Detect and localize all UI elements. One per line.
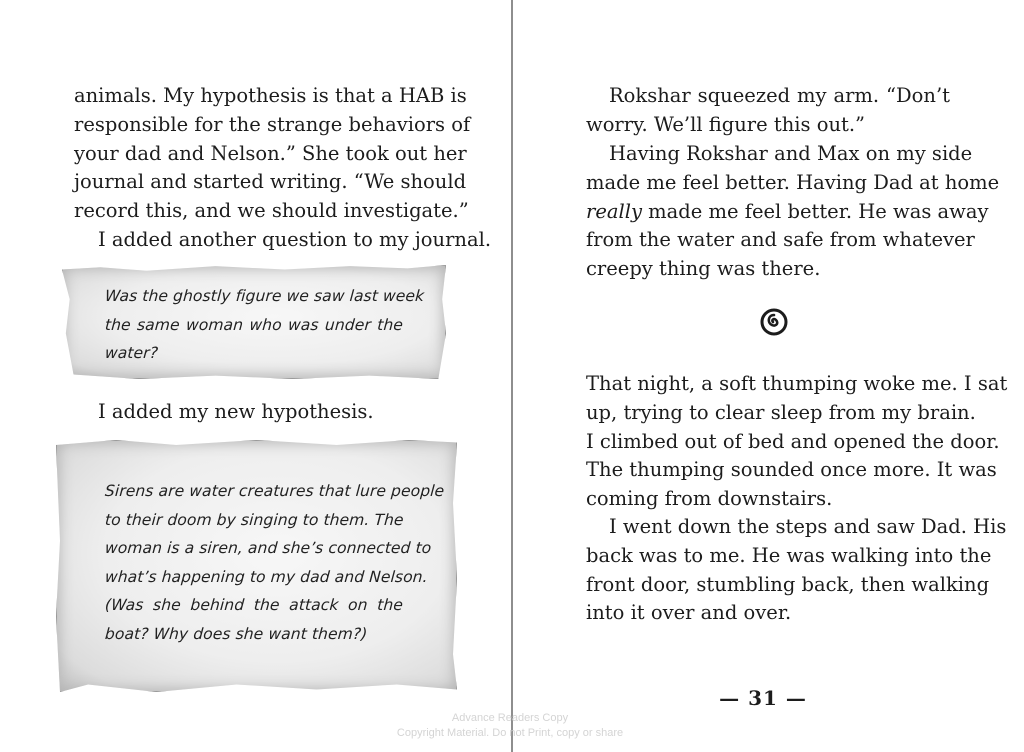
journal-note-2-text <box>104 477 445 648</box>
right-paragraph-1 <box>586 82 950 140</box>
left-paragraph-2 <box>98 226 492 255</box>
note-line: what’s happening to my dad and Nelson. <box>104 567 429 586</box>
text-line: journal and started writing. “We should <box>74 170 467 194</box>
text-line: your dad and Nelson.” She took out her <box>74 141 467 165</box>
text-line: back was to me. He was walking into the <box>586 543 992 567</box>
text-line: I added my new hypothesis. <box>98 400 374 423</box>
right-page <box>513 0 1024 752</box>
left-paragraph-1 <box>74 82 471 226</box>
right-paragraph-4 <box>586 513 1007 628</box>
text-line: I added another question to my journal. <box>98 228 492 251</box>
note-line: the same woman who was under the <box>104 315 404 334</box>
text-line: from the water and safe from whatever <box>586 228 975 252</box>
swirl-ornament-icon <box>758 306 790 338</box>
watermark-line-1: Advance Readers Copy <box>451 712 569 724</box>
text-line: into it over and over. <box>586 601 792 625</box>
text-line: up, trying to clear sleep from my brain. <box>586 400 976 424</box>
text-line: coming from downstairs. <box>586 487 833 511</box>
text-line: The thumping sounded once more. It was <box>586 458 997 482</box>
emphasis-text: really <box>586 199 642 223</box>
text-line: I went down the steps and saw Dad. His <box>609 515 1007 538</box>
note-line: to their doom by singing to them. The <box>104 510 405 529</box>
note-line: water? <box>104 344 159 362</box>
text-line: made me feel better. Having Dad at home <box>586 170 1000 194</box>
note-line: (Was she behind the attack on the <box>104 596 404 614</box>
note-line: woman is a siren, and she’s connected to <box>104 539 432 557</box>
text-line: I climbed out of bed and opened the door. <box>586 429 1000 453</box>
text-line: creepy thing was there. <box>586 257 821 281</box>
text-line: animals. My hypothesis is that a HAB is <box>74 84 467 107</box>
note-line: Was the ghostly figure we saw last week <box>104 287 425 305</box>
text-line: Rokshar squeezed my arm. “Don’t <box>609 84 950 107</box>
left-page <box>0 0 511 752</box>
right-paragraph-3 <box>586 370 1008 514</box>
text-line: responsible for the strange behaviors of <box>74 112 471 136</box>
note-line: Sirens are water creatures that lure people <box>104 482 445 500</box>
right-paragraph-2 <box>586 140 1000 284</box>
page-number: — 31 — <box>719 686 807 710</box>
text-line: That night, a soft thumping woke me. I sat <box>586 372 1008 395</box>
text-line: record this, and we should investigate.” <box>74 199 469 223</box>
watermark-line-2: Copyright Material. Do not Print, copy or share <box>396 727 624 739</box>
text-line: Having Rokshar and Max on my side <box>609 142 973 165</box>
journal-note-1-text <box>104 282 425 368</box>
text-line <box>586 198 989 227</box>
text-line: front door, stumbling back, then walking <box>586 572 990 596</box>
text-line: worry. We’ll figure this out.” <box>586 112 866 136</box>
text-fragment: made me feel better. He was away <box>641 199 989 223</box>
note-line: boat? Why does she want them?) <box>104 624 368 643</box>
left-paragraph-3 <box>98 398 439 427</box>
